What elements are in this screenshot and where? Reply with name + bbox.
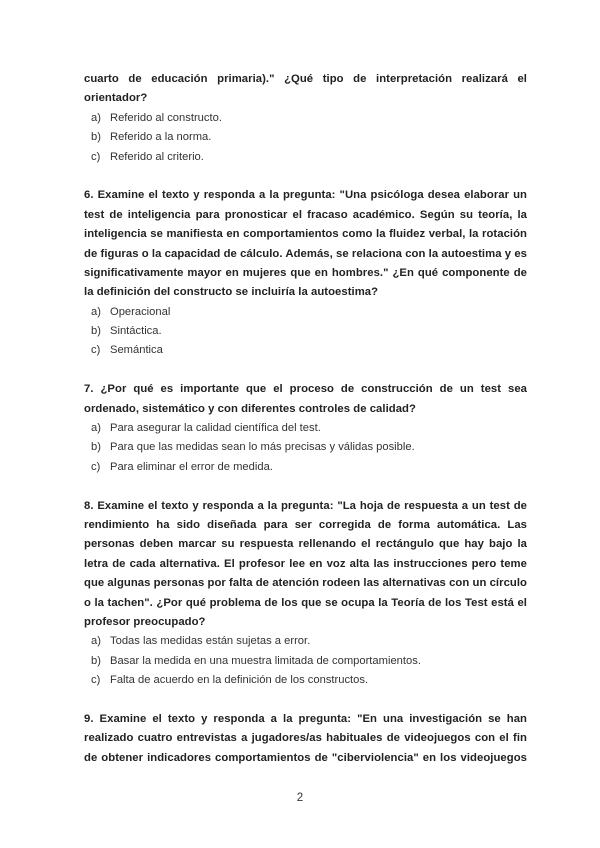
option-letter: a) [91, 111, 101, 124]
option-letter: a) [91, 635, 101, 648]
question-text-line: significativamente mayor en mujeres que en hombres." ¿En qué componente de [84, 266, 527, 279]
option-letter: a) [91, 305, 101, 318]
answer-option [84, 458, 527, 477]
answer-option [84, 148, 527, 167]
option-text: Sintáctica. [110, 325, 162, 338]
question-text-line: ordenado, sistemático y con diferentes controles de calidad? [84, 402, 416, 415]
question-text-line: cuarto de educación primaria)." ¿Qué tipo de interpretación realizará el [84, 73, 527, 85]
option-text: Referido a la norma. [110, 131, 212, 144]
question-text-line: la definición del constructo se incluiría la autoestima? [84, 286, 379, 299]
option-text: Para asegurar la calidad científica del test. [110, 422, 321, 435]
option-text: Referido al criterio. [110, 150, 204, 163]
answer-option [84, 419, 527, 438]
option-text: Semántica [110, 344, 163, 357]
question-block [84, 710, 527, 768]
question-text-line: de figuras o la capacidad de cálculo. Además, se relaciona con la autoestima y es [84, 247, 527, 260]
question-text-line: profesor preocupado? [84, 615, 206, 628]
question-text-line: 7. ¿Por qué es importante que el proceso de construcción de un test sea [84, 383, 527, 396]
answer-option [84, 438, 527, 457]
question-block [84, 497, 527, 691]
question-text-line: inteligencia se manifiesta en comportamientos como la fluidez verbal, la rotación [84, 228, 527, 241]
option-text: Todas las medidas están sujetas a error. [110, 635, 311, 648]
option-text: Referido al constructo. [110, 111, 222, 124]
option-letter: c) [91, 344, 101, 357]
answer-option [84, 652, 527, 671]
question-text-line: orientador? [84, 92, 148, 105]
question-text-line: 8. Examine el texto y responda a la pregunta: "La hoja de respuesta a un test de [84, 499, 527, 512]
document-body [84, 70, 527, 787]
question-text-line: letra de cada alternativa. El profesor lee en voz alta las instrucciones pero teme [84, 557, 527, 570]
question-text-line: 6. Examine el texto y responda a la pregunta: "Una psicóloga desea elaborar un [84, 189, 527, 202]
option-letter: b) [91, 654, 101, 667]
question-text-line: realizado cuatro entrevistas a jugadores/as habituales de videojuegos con el fin [84, 732, 527, 745]
question-block [84, 186, 527, 361]
option-text: Para eliminar el error de medida. [110, 460, 273, 473]
answer-option [84, 341, 527, 360]
option-letter: b) [91, 131, 101, 144]
page-number: 2 [296, 792, 304, 804]
answer-option [84, 303, 527, 322]
option-text: Falta de acuerdo en la definición de los constructos. [110, 674, 369, 687]
answer-option [84, 632, 527, 651]
question-text-line: de obtener indicadores comportamientos de "ciberviolencia" en los videojuegos [84, 751, 527, 764]
answer-option [84, 671, 527, 690]
option-letter: c) [91, 460, 101, 473]
question-text-line: o la tachen". ¿Por qué problema de los que se ocupa la Teoría de los Test está el [84, 596, 527, 609]
question-block [84, 380, 527, 477]
question-text-line: test de inteligencia para pronosticar el fracaso académico. Según su teoría, la [84, 208, 527, 221]
question-text-line: 9. Examine el texto y responda a la pregunta: "En una investigación se han [84, 712, 527, 725]
question-text-line: personas deben marcar su respuesta rellenando el rectángulo que hay bajo la [84, 538, 527, 551]
option-letter: c) [91, 150, 101, 163]
option-text: Operacional [110, 305, 171, 318]
option-letter: a) [91, 422, 101, 435]
option-letter: c) [91, 674, 101, 687]
option-letter: b) [91, 325, 101, 338]
option-text: Para que las medidas sean lo más precisas y válidas posible. [110, 441, 415, 454]
question-text-line: rendimiento ha sido diseñada para ser corregida de forma automática. Las [84, 518, 527, 531]
option-text: Basar la medida en una muestra limitada de comportamientos. [110, 654, 421, 667]
question-block [84, 70, 527, 167]
answer-option [84, 128, 527, 147]
answer-option [84, 109, 527, 128]
answer-option [84, 322, 527, 341]
option-letter: b) [91, 441, 101, 454]
question-text-line: que algunas personas por falta de atención rodeen las alternativas con un círculo [84, 577, 527, 590]
